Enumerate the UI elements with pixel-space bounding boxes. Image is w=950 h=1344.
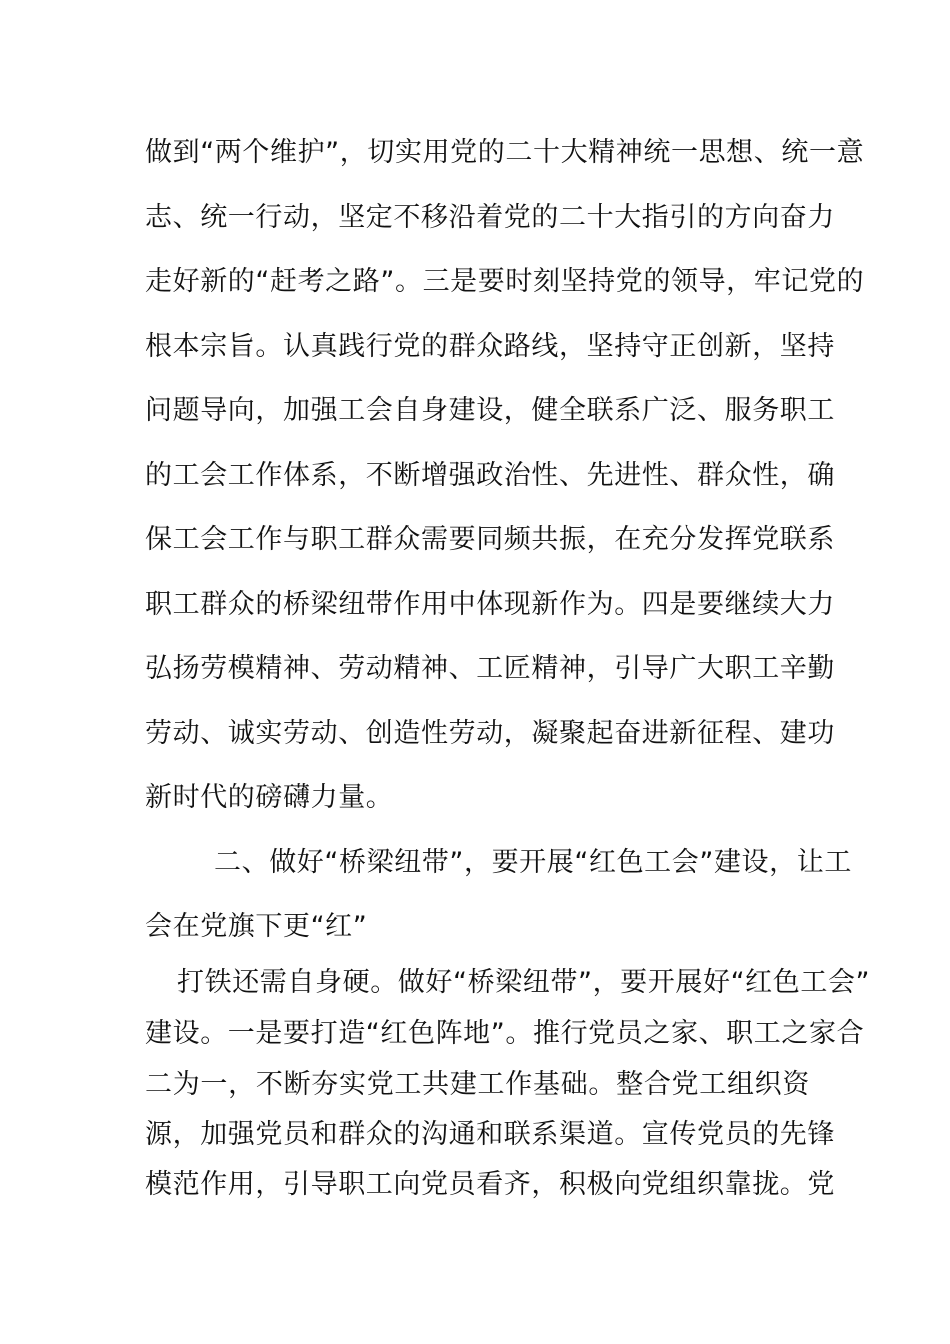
paragraph-2-line: 打铁还需自身硬。做好“桥梁纽带”，要开展好“红色工会”	[177, 967, 871, 998]
paragraph-1-line: 弘扬劳模精神、劳动精神、工匠精神，引导广大职工辛勤	[145, 653, 835, 684]
paragraph-2-line: 二为一，不断夯实党工共建工作基础。整合党工组织资	[145, 1069, 810, 1100]
paragraph-2-line: 模范作用，引导职工向党员看齐，积极向党组织靠拢。党	[145, 1169, 835, 1200]
paragraph-1-line: 的工会工作体系，不断增强政治性、先进性、群众性，确	[145, 460, 835, 491]
paragraph-1-line: 新时代的磅礴力量。	[145, 782, 394, 813]
paragraph-1-line: 问题导向，加强工会自身建设，健全联系广泛、服务职工	[145, 395, 835, 426]
paragraph-1-line: 劳动、诚实劳动、创造性劳动，凝聚起奋进新征程、建功	[145, 718, 835, 749]
paragraph-2-line: 建设。一是要打造“红色阵地”。推行党员之家、职工之家合	[145, 1018, 865, 1049]
paragraph-1-line: 职工群众的桥梁纽带作用中体现新作为。四是要继续大力	[145, 589, 835, 620]
section-heading-line: 二、做好“桥梁纽带”，要开展“红色工会”建设，让工	[214, 847, 852, 878]
paragraph-1-line: 根本宗旨。认真践行党的群众路线，坚持守正创新，坚持	[145, 331, 835, 362]
paragraph-1-line: 保工会工作与职工群众需要同频共振，在充分发挥党联系	[145, 524, 835, 555]
paragraph-1-line: 做到“两个维护”，切实用党的二十大精神统一思想、统一意	[145, 137, 865, 168]
section-heading-line: 会在党旗下更“红”	[145, 911, 368, 942]
paragraph-1-line: 走好新的“赶考之路”。三是要时刻坚持党的领导，牢记党的	[145, 266, 865, 297]
paragraph-1-line: 志、统一行动，坚定不移沿着党的二十大指引的方向奋力	[145, 202, 835, 233]
paragraph-2-line: 源，加强党员和群众的沟通和联系渠道。宣传党员的先锋	[145, 1119, 835, 1150]
